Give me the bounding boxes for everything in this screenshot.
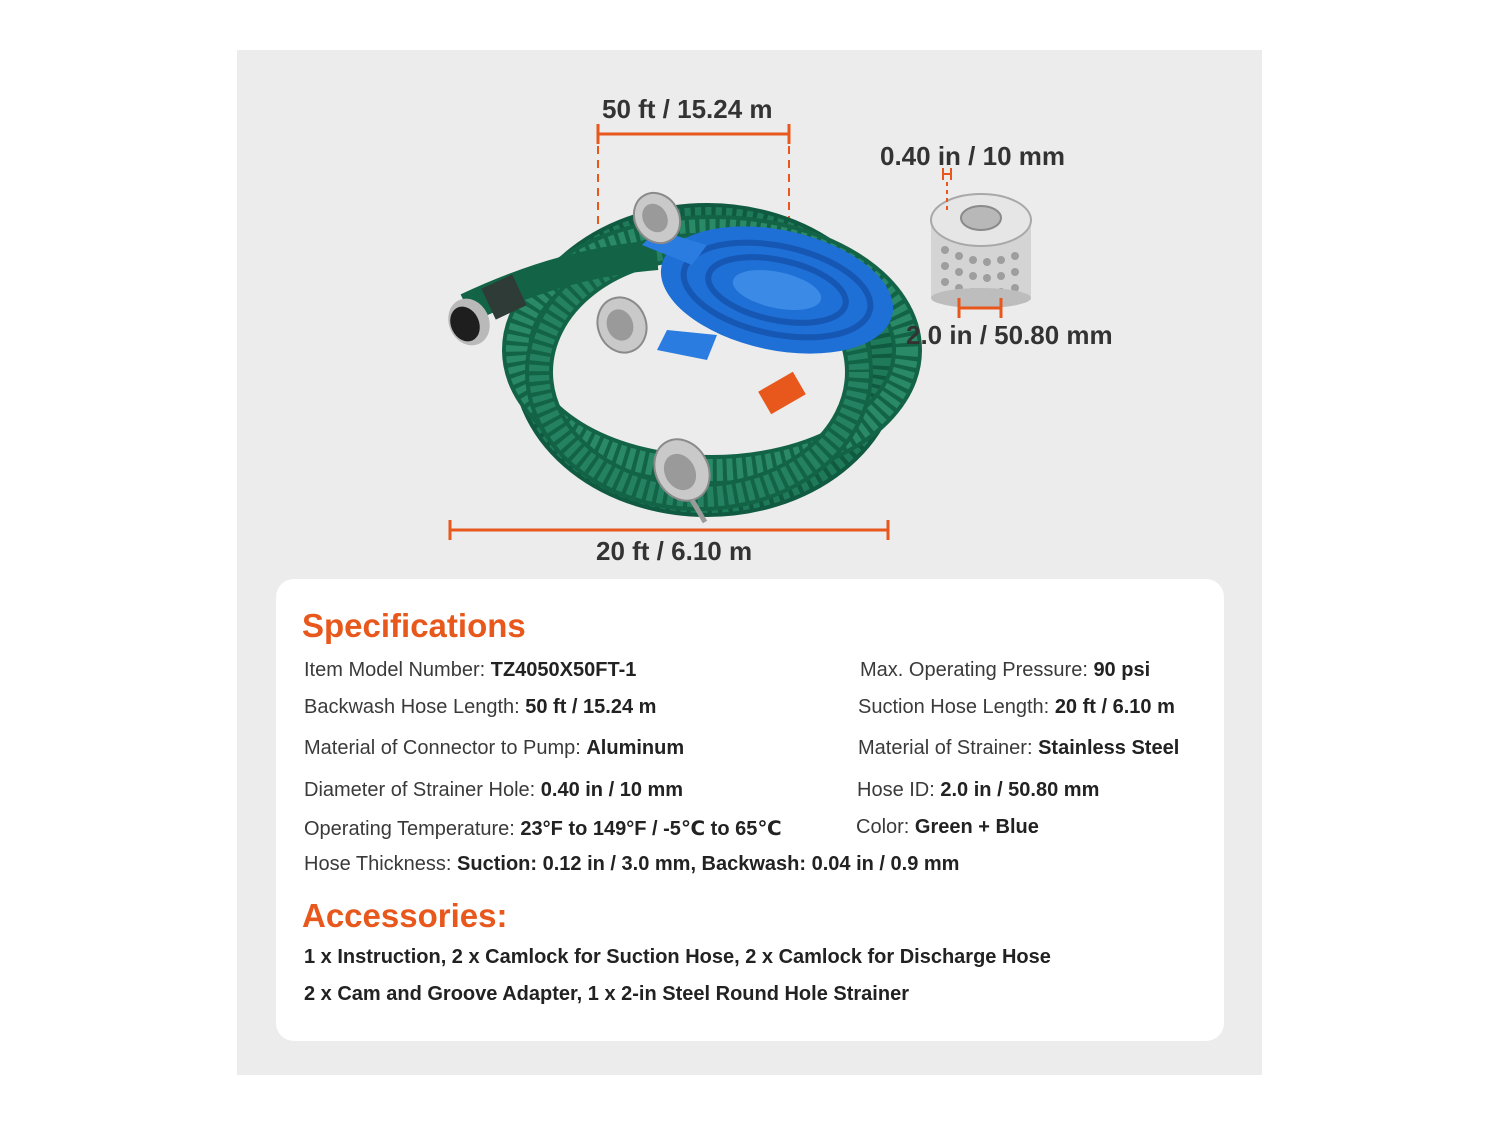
suction-length-label: 20 ft / 6.10 m <box>596 536 753 566</box>
spec-hose-thickness: Hose Thickness: Suction: 0.12 in / 3.0 mm, Backwash: 0.04 in / 0.9 mm <box>304 853 960 875</box>
specifications-card <box>276 579 1224 1041</box>
specifications-title: Specifications <box>302 607 526 644</box>
backwash-length-label: 50 ft / 15.24 m <box>602 94 773 124</box>
spec-backwash-length: Backwash Hose Length: 50 ft / 15.24 m <box>304 696 657 718</box>
spec-suction-length: Suction Hose Length: 20 ft / 6.10 m <box>858 696 1175 718</box>
strainer-hole-label: 0.40 in / 10 mm <box>880 141 1065 171</box>
strainer-diameter-label: 2.0 in / 50.80 mm <box>906 320 1113 350</box>
spec-color: Color: Green + Blue <box>856 816 1039 838</box>
accessories-line-2: 2 x Cam and Groove Adapter, 1 x 2-in Steel Round Hole Strainer <box>304 983 909 1005</box>
accessories-line-1: 1 x Instruction, 2 x Camlock for Suction Hose, 2 x Camlock for Discharge Hose <box>304 946 1051 968</box>
accessories-title: Accessories: <box>302 897 508 934</box>
spec-strainer-material: Material of Strainer: Stainless Steel <box>858 737 1180 759</box>
spec-item-model: Item Model Number: TZ4050X50FT-1 <box>304 659 637 681</box>
spec-connector-material: Material of Connector to Pump: Aluminum <box>304 737 685 759</box>
product-panel <box>237 50 1262 1075</box>
strainer <box>931 194 1031 308</box>
spec-operating-temperature: Operating Temperature: 23°F to 149°F / -5℃ to 65℃ <box>304 818 782 840</box>
spec-hose-id: Hose ID: 2.0 in / 50.80 mm <box>857 779 1100 801</box>
spec-max-pressure: Max. Operating Pressure: 90 psi <box>860 659 1151 681</box>
spec-strainer-hole: Diameter of Strainer Hole: 0.40 in / 10 mm <box>304 779 684 801</box>
